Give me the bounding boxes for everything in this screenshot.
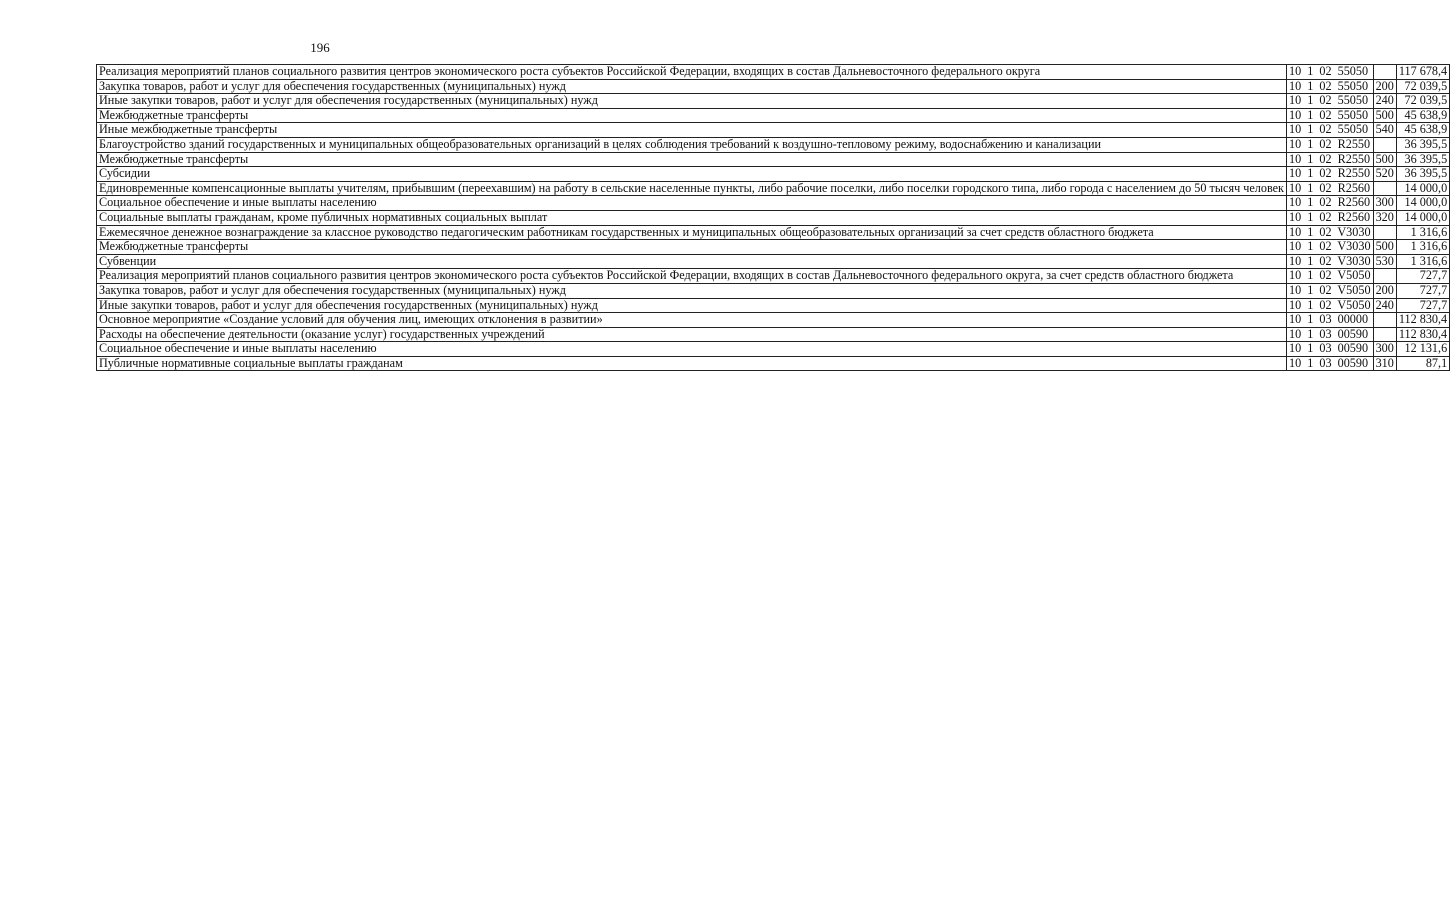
table-row — [97, 225, 1450, 240]
row-name-cell: Межбюджетные трансферты — [97, 152, 1287, 167]
table-row — [97, 356, 1450, 371]
table-row — [97, 137, 1450, 152]
row-expense-type-cell: 320 — [1373, 210, 1396, 225]
row-name-cell: Единовременные компенсационные выплаты учителям, прибывшим (переехавшим) на работу в сельские населенные пункты, либо рабочие поселки, либо поселки городского типа, либо города с населением до 50 тысяч человек — [97, 181, 1287, 196]
row-name-cell: Реализация мероприятий планов социального развития центров экономического роста субъектов Российской Федерации, входящих в состав Дальневосточного федерального округа — [97, 65, 1287, 80]
row-expense-type-cell: 200 — [1373, 79, 1396, 94]
row-expense-type-cell — [1373, 327, 1396, 342]
row-name-cell: Субвенции — [97, 254, 1287, 269]
row-code-cell: 10 1 02 R2560 — [1286, 210, 1373, 225]
budget-table-body — [97, 65, 1450, 371]
row-expense-type-cell: 310 — [1373, 356, 1396, 371]
budget-table — [96, 64, 1450, 371]
row-code-cell: 10 1 02 V5050 — [1286, 298, 1373, 313]
row-expense-type-cell — [1373, 225, 1396, 240]
row-amount-cell: 45 638,9 — [1396, 108, 1449, 123]
row-name-cell: Закупка товаров, работ и услуг для обеспечения государственных (муниципальных) нужд — [97, 283, 1287, 298]
row-name-cell: Ежемесячное денежное вознаграждение за классное руководство педагогическим работникам государственных и муниципальных общеобразовательных организаций за счет средств областного бюджета — [97, 225, 1287, 240]
row-amount-cell: 45 638,9 — [1396, 123, 1449, 138]
row-amount-cell: 117 678,4 — [1396, 65, 1449, 80]
row-amount-cell: 36 395,5 — [1396, 152, 1449, 167]
row-amount-cell: 1 316,6 — [1396, 240, 1449, 255]
row-code-cell: 10 1 02 V3030 — [1286, 225, 1373, 240]
row-expense-type-cell: 520 — [1373, 167, 1396, 182]
row-name-cell: Основное мероприятие «Создание условий для обучения лиц, имеющих отклонения в развитии» — [97, 313, 1287, 328]
row-name-cell: Иные закупки товаров, работ и услуг для обеспечения государственных (муниципальных) нужд — [97, 298, 1287, 313]
row-code-cell: 10 1 03 00590 — [1286, 356, 1373, 371]
row-expense-type-cell: 530 — [1373, 254, 1396, 269]
table-row — [97, 123, 1450, 138]
row-name-cell: Публичные нормативные социальные выплаты гражданам — [97, 356, 1287, 371]
row-name-cell: Социальное обеспечение и иные выплаты населению — [97, 196, 1287, 211]
row-name-cell: Иные закупки товаров, работ и услуг для обеспечения государственных (муниципальных) нужд — [97, 94, 1287, 109]
row-amount-cell: 1 316,6 — [1396, 225, 1449, 240]
row-amount-cell: 36 395,5 — [1396, 137, 1449, 152]
table-row — [97, 254, 1450, 269]
row-code-cell: 10 1 03 00000 — [1286, 313, 1373, 328]
page-number: 196 — [310, 40, 330, 55]
row-name-cell: Расходы на обеспечение деятельности (оказание услуг) государственных учреждений — [97, 327, 1287, 342]
row-expense-type-cell: 300 — [1373, 342, 1396, 357]
row-name-cell: Социальные выплаты гражданам, кроме публичных нормативных социальных выплат — [97, 210, 1287, 225]
table-row — [97, 94, 1450, 109]
row-code-cell: 10 1 02 R2560 — [1286, 181, 1373, 196]
row-expense-type-cell — [1373, 181, 1396, 196]
row-amount-cell: 14 000,0 — [1396, 210, 1449, 225]
row-code-cell: 10 1 02 55050 — [1286, 108, 1373, 123]
table-row — [97, 152, 1450, 167]
row-amount-cell: 112 830,4 — [1396, 327, 1449, 342]
table-row — [97, 167, 1450, 182]
row-expense-type-cell: 540 — [1373, 123, 1396, 138]
row-code-cell: 10 1 02 V3030 — [1286, 254, 1373, 269]
row-expense-type-cell — [1373, 137, 1396, 152]
row-amount-cell: 727,7 — [1396, 283, 1449, 298]
row-expense-type-cell: 240 — [1373, 94, 1396, 109]
table-row — [97, 65, 1450, 80]
table-row — [97, 298, 1450, 313]
row-code-cell: 10 1 02 55050 — [1286, 94, 1373, 109]
row-name-cell: Межбюджетные трансферты — [97, 108, 1287, 123]
table-row — [97, 342, 1450, 357]
row-code-cell: 10 1 02 V5050 — [1286, 269, 1373, 284]
row-code-cell: 10 1 02 R2550 — [1286, 137, 1373, 152]
table-row — [97, 327, 1450, 342]
row-code-cell: 10 1 02 V3030 — [1286, 240, 1373, 255]
row-name-cell: Иные межбюджетные трансферты — [97, 123, 1287, 138]
row-code-cell: 10 1 02 55050 — [1286, 79, 1373, 94]
table-row — [97, 196, 1450, 211]
table-row — [97, 269, 1450, 284]
row-name-cell: Закупка товаров, работ и услуг для обеспечения государственных (муниципальных) нужд — [97, 79, 1287, 94]
row-amount-cell: 1 316,6 — [1396, 254, 1449, 269]
row-expense-type-cell: 500 — [1373, 108, 1396, 123]
row-code-cell: 10 1 02 R2550 — [1286, 152, 1373, 167]
row-amount-cell: 727,7 — [1396, 269, 1449, 284]
row-amount-cell: 36 395,5 — [1396, 167, 1449, 182]
row-name-cell: Социальное обеспечение и иные выплаты населению — [97, 342, 1287, 357]
row-code-cell: 10 1 02 R2560 — [1286, 196, 1373, 211]
row-amount-cell: 87,1 — [1396, 356, 1449, 371]
row-amount-cell: 12 131,6 — [1396, 342, 1449, 357]
row-name-cell: Межбюджетные трансферты — [97, 240, 1287, 255]
row-amount-cell: 72 039,5 — [1396, 79, 1449, 94]
row-amount-cell: 727,7 — [1396, 298, 1449, 313]
row-code-cell: 10 1 03 00590 — [1286, 327, 1373, 342]
row-expense-type-cell: 200 — [1373, 283, 1396, 298]
row-amount-cell: 14 000,0 — [1396, 181, 1449, 196]
row-expense-type-cell: 240 — [1373, 298, 1396, 313]
table-row — [97, 283, 1450, 298]
row-code-cell: 10 1 02 55050 — [1286, 65, 1373, 80]
row-code-cell: 10 1 02 R2550 — [1286, 167, 1373, 182]
table-row — [97, 313, 1450, 328]
row-name-cell: Реализация мероприятий планов социального развития центров экономического роста субъектов Российской Федерации, входящих в состав Дальневосточного федерального округа, за счет средств областного бюджета — [97, 269, 1287, 284]
row-name-cell: Субсидии — [97, 167, 1287, 182]
row-amount-cell: 112 830,4 — [1396, 313, 1449, 328]
row-amount-cell: 72 039,5 — [1396, 94, 1449, 109]
table-row — [97, 108, 1450, 123]
row-amount-cell: 14 000,0 — [1396, 196, 1449, 211]
row-code-cell: 10 1 03 00590 — [1286, 342, 1373, 357]
table-row — [97, 181, 1450, 196]
row-expense-type-cell — [1373, 313, 1396, 328]
row-expense-type-cell — [1373, 269, 1396, 284]
table-row — [97, 210, 1450, 225]
row-expense-type-cell: 300 — [1373, 196, 1396, 211]
table-row — [97, 240, 1450, 255]
row-name-cell: Благоустройство зданий государственных и муниципальных общеобразовательных организаций в целях соблюдения требований к воздушно-тепловому режиму, водоснабжению и канализации — [97, 137, 1287, 152]
row-code-cell: 10 1 02 V5050 — [1286, 283, 1373, 298]
row-expense-type-cell — [1373, 65, 1396, 80]
table-row — [97, 79, 1450, 94]
row-expense-type-cell: 500 — [1373, 240, 1396, 255]
row-code-cell: 10 1 02 55050 — [1286, 123, 1373, 138]
row-expense-type-cell: 500 — [1373, 152, 1396, 167]
